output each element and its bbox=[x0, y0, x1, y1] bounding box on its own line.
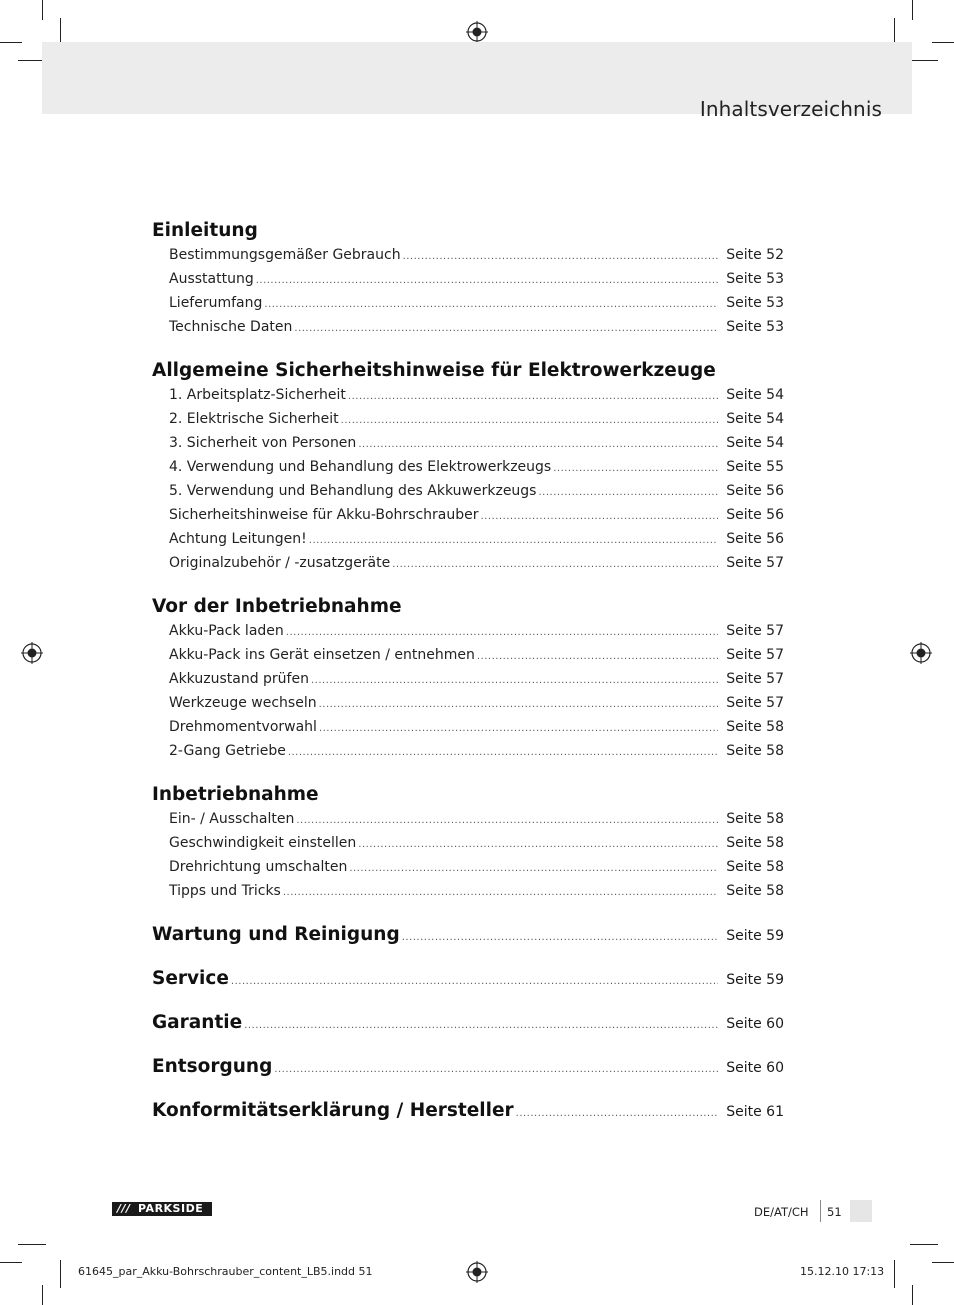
toc-entry bbox=[152, 244, 784, 268]
toc-entry bbox=[152, 552, 784, 576]
toc-entry-page: Seite 54 bbox=[726, 435, 784, 451]
toc-main-entry bbox=[152, 1010, 784, 1036]
toc-main-entry-page: Seite 61 bbox=[726, 1104, 784, 1120]
toc-entry-label: 2. Elektrische Sicherheit bbox=[169, 411, 339, 427]
dot-leader bbox=[311, 670, 718, 692]
toc-entry-label: Tipps und Tricks bbox=[169, 883, 281, 899]
dot-leader bbox=[358, 834, 718, 856]
registration-mark-icon bbox=[466, 21, 488, 43]
dot-leader bbox=[286, 622, 718, 644]
crop-mark bbox=[932, 42, 954, 43]
toc-entry-label: 1. Arbeitsplatz-Sicherheit bbox=[169, 387, 346, 403]
crop-mark bbox=[912, 1285, 913, 1305]
toc-entry bbox=[152, 832, 784, 856]
toc-entry-page: Seite 58 bbox=[726, 883, 784, 899]
toc-section bbox=[152, 218, 784, 340]
crop-mark bbox=[0, 42, 22, 43]
toc-entry bbox=[152, 384, 784, 408]
toc-entry bbox=[152, 316, 784, 340]
toc-entry bbox=[152, 692, 784, 716]
footer-box bbox=[850, 1200, 872, 1222]
toc-main-entry bbox=[152, 1098, 784, 1124]
toc-main-entry-page: Seite 60 bbox=[726, 1016, 784, 1032]
dot-leader bbox=[288, 742, 718, 764]
registration-mark-icon bbox=[466, 1261, 488, 1283]
toc-entry-label: Akku-Pack laden bbox=[169, 623, 284, 639]
dot-leader bbox=[392, 554, 718, 576]
toc-entry-page: Seite 58 bbox=[726, 859, 784, 875]
toc-entry-label: Ein- / Ausschalten bbox=[169, 811, 295, 827]
toc-entry-label: Akku-Pack ins Gerät einsetzen / entnehmen bbox=[169, 647, 475, 663]
dot-leader bbox=[403, 246, 718, 268]
toc-entry-label: Ausstattung bbox=[169, 271, 254, 287]
dot-leader bbox=[516, 1108, 718, 1119]
toc-entry-page: Seite 58 bbox=[726, 743, 784, 759]
dot-leader bbox=[341, 410, 718, 432]
dot-leader bbox=[264, 294, 718, 316]
toc-entry-page: Seite 56 bbox=[726, 483, 784, 499]
toc-entry-page: Seite 58 bbox=[726, 811, 784, 827]
toc-main-entry-page: Seite 60 bbox=[726, 1060, 784, 1076]
dot-leader bbox=[348, 386, 718, 408]
toc-entry bbox=[152, 432, 784, 456]
toc-entry-label: Lieferumfang bbox=[169, 295, 263, 311]
toc-entry-label: Werkzeuge wechseln bbox=[169, 695, 317, 711]
toc-entry-label: Originalzubehör / -zusatzgeräte bbox=[169, 555, 391, 571]
toc-entry-label: Sicherheitshinweise für Akku-Bohrschrauber bbox=[169, 507, 479, 523]
crop-mark bbox=[42, 0, 43, 20]
spacer bbox=[152, 348, 784, 358]
toc-entry bbox=[152, 620, 784, 644]
toc-entry-label: 3. Sicherheit von Personen bbox=[169, 435, 357, 451]
toc-entry bbox=[152, 668, 784, 692]
toc-entry-page: Seite 57 bbox=[726, 623, 784, 639]
country-codes: DE/AT/CH bbox=[754, 1205, 809, 1219]
toc-entry-page: Seite 54 bbox=[726, 387, 784, 403]
dot-leader bbox=[402, 932, 718, 943]
crop-mark bbox=[0, 1262, 22, 1263]
toc-entry bbox=[152, 292, 784, 316]
toc-entry bbox=[152, 268, 784, 292]
toc-entry bbox=[152, 504, 784, 528]
toc-entry-label: Geschwindigkeit einstellen bbox=[169, 835, 357, 851]
table-of-contents bbox=[152, 218, 784, 1142]
toc-entry bbox=[152, 880, 784, 904]
toc-main-entry-label: Wartung und Reinigung bbox=[152, 924, 400, 945]
crop-mark bbox=[910, 1244, 938, 1245]
toc-entry bbox=[152, 480, 784, 504]
toc-entry bbox=[152, 456, 784, 480]
crop-mark bbox=[42, 1285, 43, 1305]
print-date: 15.12.10 17:13 bbox=[800, 1265, 885, 1278]
dot-leader bbox=[319, 718, 718, 740]
toc-main-entry-label: Entsorgung bbox=[152, 1056, 273, 1077]
toc-main-entry bbox=[152, 966, 784, 992]
toc-section-title: Inbetriebnahme bbox=[152, 784, 319, 805]
crop-mark bbox=[18, 1244, 46, 1245]
page-number: 51 bbox=[827, 1205, 842, 1219]
toc-entry bbox=[152, 408, 784, 432]
toc-section bbox=[152, 358, 784, 576]
toc-entry-label: Drehrichtung umschalten bbox=[169, 859, 348, 875]
dot-leader bbox=[296, 810, 718, 832]
toc-entry bbox=[152, 716, 784, 740]
dot-leader bbox=[283, 882, 718, 904]
toc-entry-label: Technische Daten bbox=[169, 319, 293, 335]
parkside-logo bbox=[112, 1202, 212, 1216]
toc-main-entry-label: Service bbox=[152, 968, 229, 989]
dot-leader bbox=[553, 458, 718, 480]
footer-divider bbox=[820, 1200, 821, 1222]
spacer bbox=[152, 912, 784, 922]
toc-entry-page: Seite 54 bbox=[726, 411, 784, 427]
toc-entry-label: 5. Verwendung und Behandlung des Akkuwerkzeugs bbox=[169, 483, 537, 499]
toc-entry-page: Seite 56 bbox=[726, 507, 784, 523]
dot-leader bbox=[358, 434, 718, 456]
toc-entry-page: Seite 57 bbox=[726, 671, 784, 687]
logo-slashes: /// bbox=[117, 1202, 131, 1215]
toc-entry bbox=[152, 740, 784, 764]
toc-entry-label: Bestimmungsgemäßer Gebrauch bbox=[169, 247, 401, 263]
toc-entry-page: Seite 55 bbox=[726, 459, 784, 475]
toc-main-entry bbox=[152, 922, 784, 948]
toc-main-entry-page: Seite 59 bbox=[726, 928, 784, 944]
toc-entry-page: Seite 57 bbox=[726, 647, 784, 663]
toc-entry-page: Seite 52 bbox=[726, 247, 784, 263]
toc-main-entry-label: Konformitätserklärung / Hersteller bbox=[152, 1100, 514, 1121]
dot-leader bbox=[294, 318, 718, 340]
crop-mark bbox=[932, 1262, 954, 1263]
spacer bbox=[152, 772, 784, 782]
toc-section-title: Allgemeine Sicherheitshinweise für Elektrowerkzeuge bbox=[152, 360, 716, 381]
dot-leader bbox=[319, 694, 718, 716]
spacer bbox=[152, 584, 784, 594]
dot-leader bbox=[274, 1064, 718, 1075]
dot-leader bbox=[477, 646, 718, 668]
dot-leader bbox=[538, 482, 718, 504]
toc-entry-page: Seite 56 bbox=[726, 531, 784, 547]
registration-mark-icon bbox=[21, 642, 43, 664]
toc-entry-label: Akkuzustand prüfen bbox=[169, 671, 309, 687]
dot-leader bbox=[244, 1020, 718, 1031]
toc-main-entry bbox=[152, 1054, 784, 1080]
toc-entry-label: Drehmomentvorwahl bbox=[169, 719, 317, 735]
dot-leader bbox=[349, 858, 718, 880]
toc-section bbox=[152, 594, 784, 764]
crop-mark bbox=[60, 1260, 61, 1288]
page-title: Inhaltsverzeichnis bbox=[699, 97, 882, 122]
crop-mark bbox=[910, 60, 938, 61]
toc-entry-label: 2-Gang Getriebe bbox=[169, 743, 286, 759]
toc-entry-page: Seite 58 bbox=[726, 719, 784, 735]
registration-mark-icon bbox=[910, 642, 932, 664]
crop-mark bbox=[894, 1260, 895, 1288]
toc-entry-page: Seite 53 bbox=[726, 271, 784, 287]
toc-entry bbox=[152, 808, 784, 832]
dot-leader bbox=[231, 976, 718, 987]
toc-main-entry-page: Seite 59 bbox=[726, 972, 784, 988]
dot-leader bbox=[309, 530, 718, 552]
toc-entry-page: Seite 57 bbox=[726, 555, 784, 571]
toc-entry-label: Achtung Leitungen! bbox=[169, 531, 307, 547]
logo-brand: PARKSIDE bbox=[138, 1202, 204, 1215]
dot-leader bbox=[256, 270, 718, 292]
toc-section-title: Vor der Inbetriebnahme bbox=[152, 596, 402, 617]
toc-entry bbox=[152, 644, 784, 668]
toc-main-entry-label: Garantie bbox=[152, 1012, 243, 1033]
toc-entry-page: Seite 53 bbox=[726, 319, 784, 335]
toc-entry-page: Seite 53 bbox=[726, 295, 784, 311]
toc-entry-page: Seite 58 bbox=[726, 835, 784, 851]
toc-section bbox=[152, 782, 784, 904]
toc-entry-page: Seite 57 bbox=[726, 695, 784, 711]
toc-entry-label: 4. Verwendung und Behandlung des Elektrowerkzeugs bbox=[169, 459, 552, 475]
crop-mark bbox=[912, 0, 913, 20]
print-file-info: 61645_par_Akku-Bohrschrauber_content_LB5.indd 51 bbox=[78, 1265, 373, 1278]
dot-leader bbox=[481, 506, 719, 528]
toc-entry bbox=[152, 528, 784, 552]
toc-section-title: Einleitung bbox=[152, 220, 258, 241]
toc-entry bbox=[152, 856, 784, 880]
